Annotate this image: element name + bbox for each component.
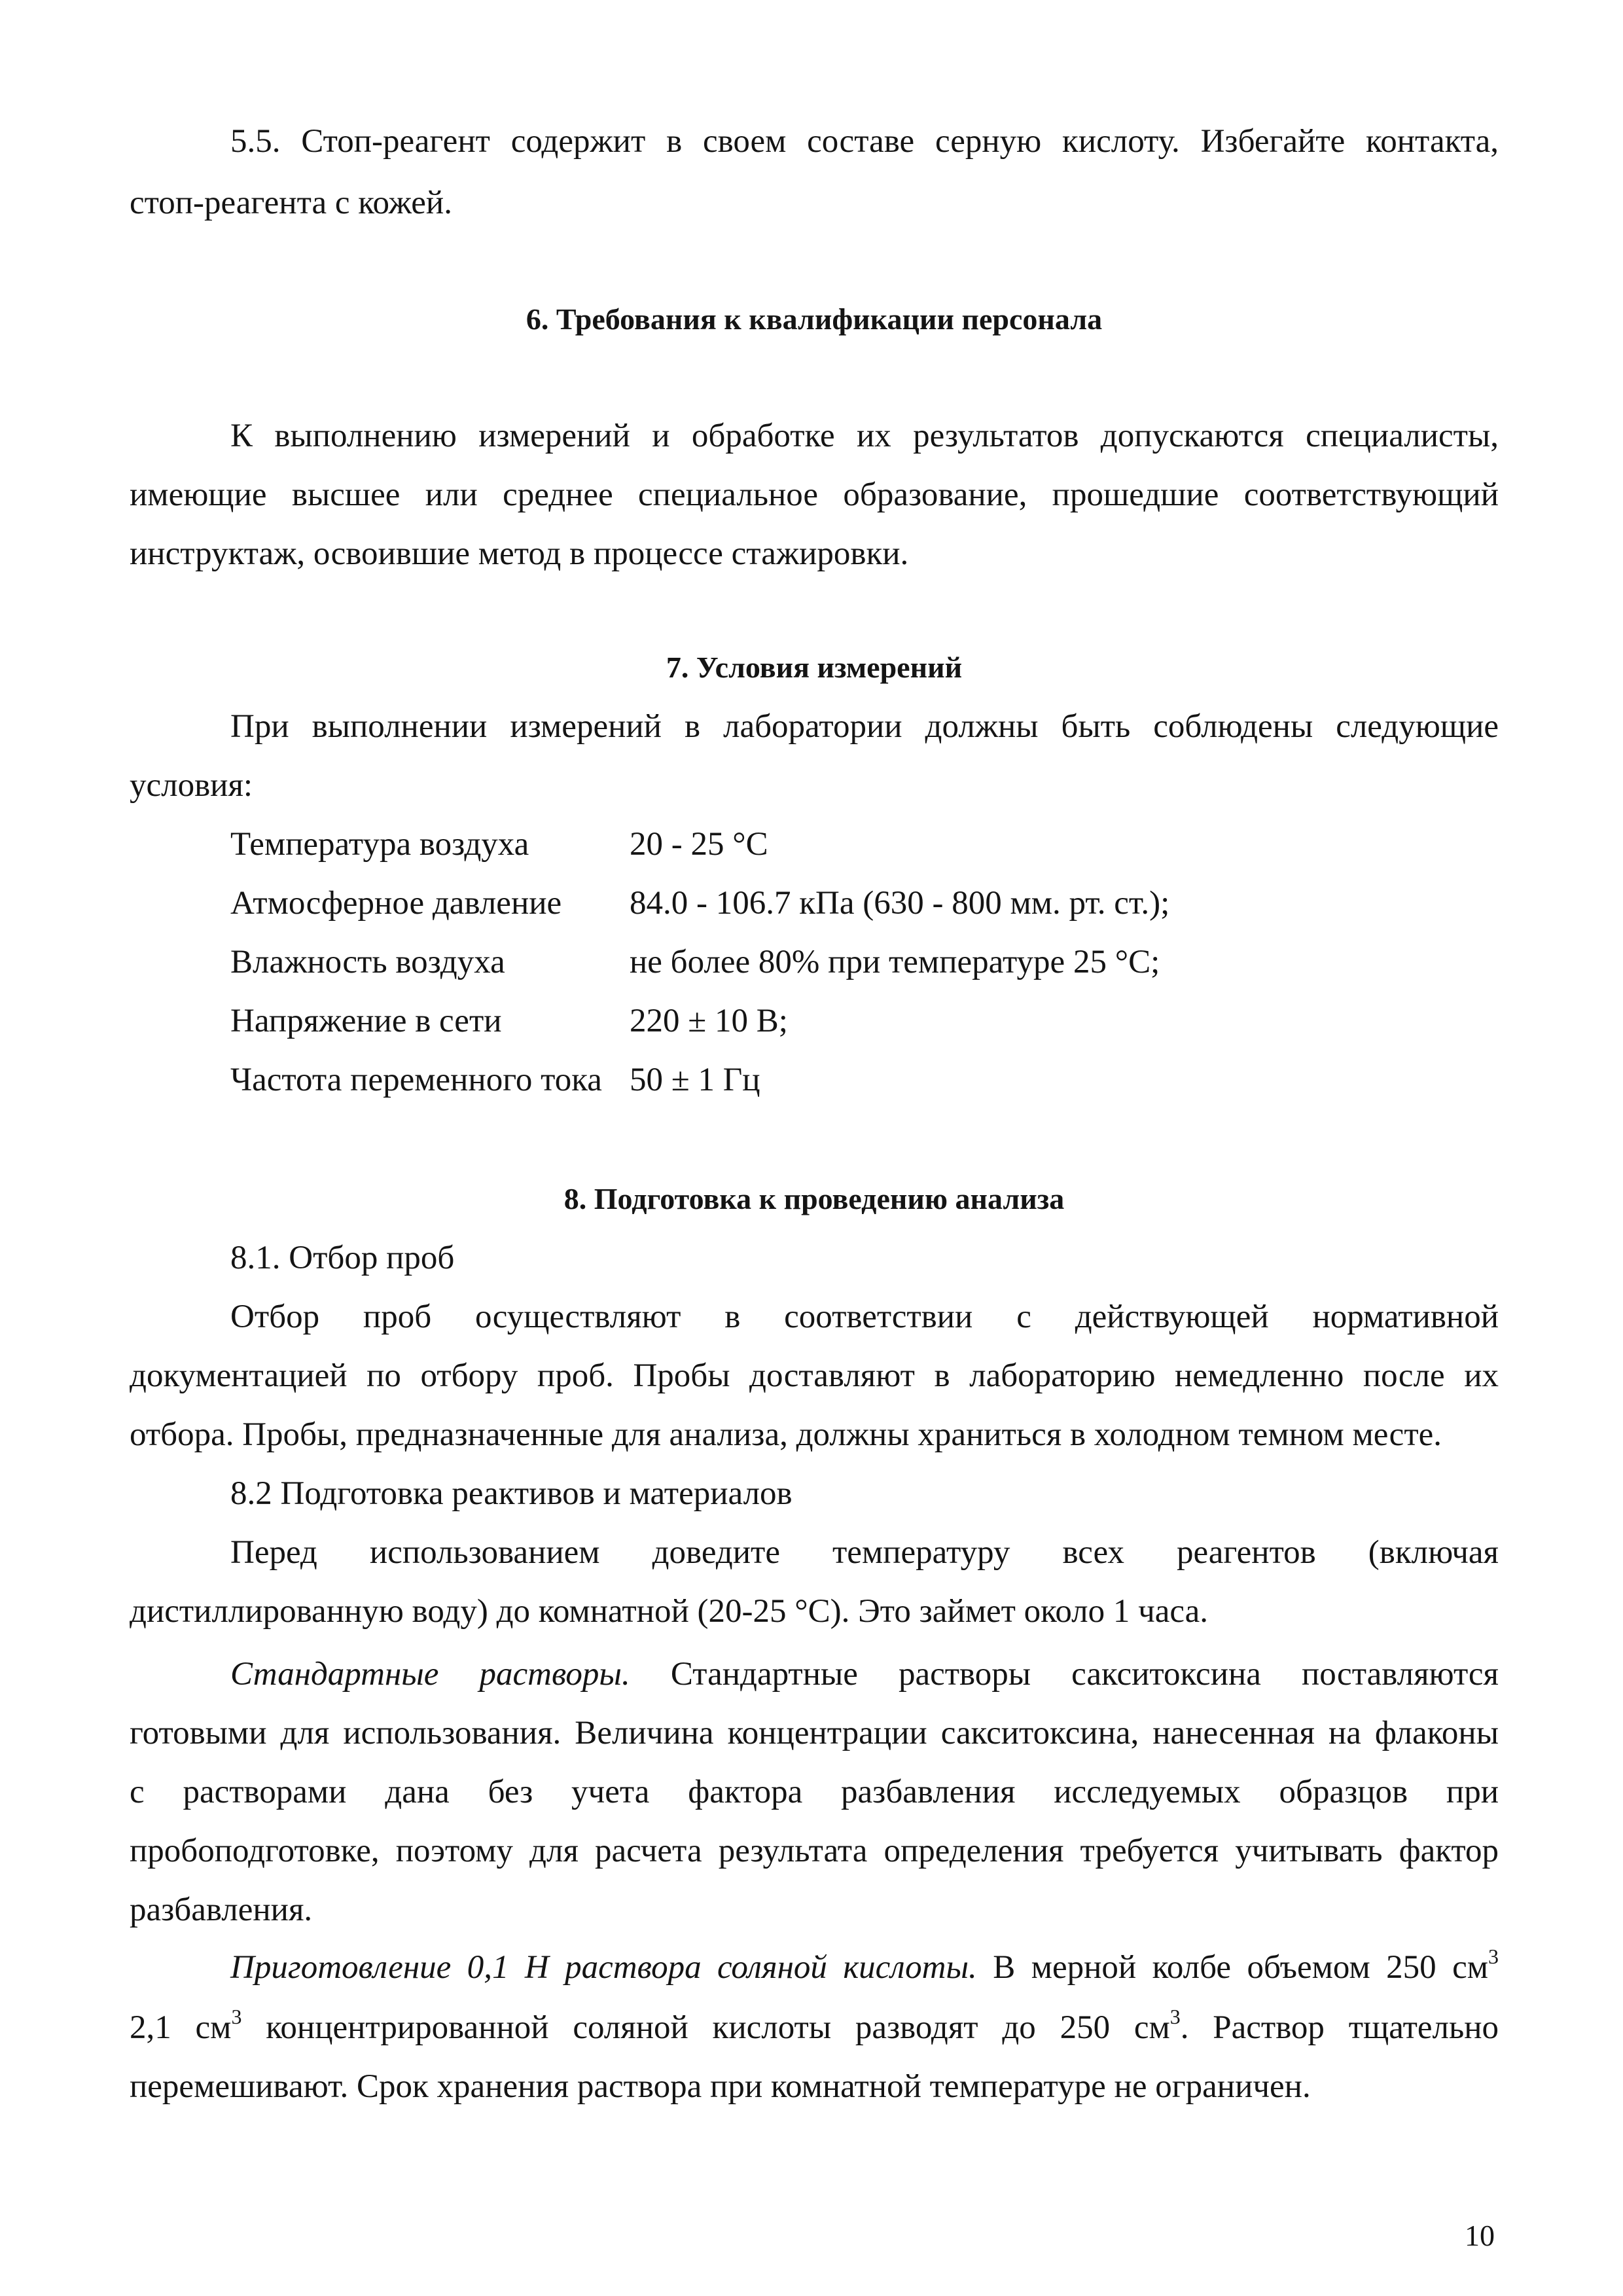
condition-value: 20 - 25 °С: [630, 826, 768, 863]
superscript: 3: [1488, 1945, 1499, 1968]
hcl-preparation-term: Приготовление 0,1 Н раствора соляной кислоты.: [230, 1949, 977, 1986]
standard-solutions-line-3: с растворами дана без учета фактора разбавления исследуемых образцов при: [130, 1774, 1499, 1810]
paragraph-5-5-line-1: 5.5. Стоп-реагент содержит в своем составе серную кислоту. Избегайте контакта,: [230, 123, 1499, 160]
hcl-preparation-line-1: [230, 1945, 1499, 1987]
section-6-line-1: К выполнению измерений и обработке их результатов допускаются специалисты,: [230, 418, 1499, 454]
standard-solutions-line-5: разбавления.: [130, 1892, 313, 1928]
hcl-dilution-text: [266, 2005, 1499, 2046]
section-6-line-2: имеющие высшее или среднее специальное образование, прошедшие соответствующий: [130, 476, 1499, 513]
section-7-heading: 7. Условия измерений: [666, 651, 963, 684]
standard-solutions-line-2: готовыми для использования. Величина концентрации сакситоксина, нанесенная на флаконы: [130, 1715, 1499, 1751]
standard-solutions-line-4: пробоподготовке, поэтому для расчета результата определения требуется учитывать фактор: [130, 1833, 1499, 1869]
condition-value: 220 ± 10 В;: [630, 1003, 788, 1039]
section-7-intro-line-2: условия:: [130, 767, 253, 804]
paragraph-5-5-line-2: стоп-реагента с кожей.: [130, 185, 452, 221]
hcl-text: . Раствор тщательно: [1180, 2009, 1499, 2046]
condition-label: Напряжение в сети: [230, 1003, 502, 1039]
condition-label: Частота переменного тока: [230, 1062, 602, 1098]
condition-label: Температура воздуха: [230, 826, 529, 863]
section-6-line-3: инструктаж, освоившие метод в процессе стажировки.: [130, 535, 909, 572]
standard-solutions-term: Стандартные растворы.: [230, 1656, 630, 1693]
standard-solutions-text: Стандартные растворы сакситоксина поставляются: [670, 1656, 1499, 1693]
section-6-heading: 6. Требования к квалификации персонала: [526, 302, 1103, 336]
subsection-8-1-title: 8.1. Отбор проб: [230, 1240, 455, 1276]
subsection-8-1-line-1: Отбор проб осуществляют в соответствии с действующей нормативной: [230, 1299, 1499, 1335]
subsection-8-2-line-2: дистиллированную воду) до комнатной (20-25 °С). Это займет около 1 часа.: [130, 1593, 1209, 1630]
hcl-text: В мерной колбе объемом 250 см: [993, 1949, 1489, 1986]
condition-label: Атмосферное давление: [230, 885, 562, 922]
condition-value: не более 80% при температуре 25 °С;: [630, 944, 1160, 980]
condition-label: Влажность воздуха: [230, 944, 505, 980]
subsection-8-1-line-3: отбора. Пробы, предназначенные для анализа, должны храниться в холодном темном месте.: [130, 1416, 1442, 1453]
section-8-heading: 8. Подготовка к проведению анализа: [563, 1182, 1065, 1215]
hcl-text: 2,1 см: [130, 2009, 232, 2046]
superscript: 3: [231, 2005, 242, 2028]
page-number: 10: [1465, 2219, 1495, 2252]
subsection-8-1-line-2: документацией по отбору проб. Пробы доставляют в лабораторию немедленно после их: [130, 1357, 1499, 1394]
condition-value: 84.0 - 106.7 кПа (630 - 800 мм. рт. ст.);: [630, 885, 1170, 922]
subsection-8-2-title: 8.2 Подготовка реактивов и материалов: [230, 1475, 793, 1512]
hcl-preparation-text: [993, 1945, 1499, 1986]
hcl-preparation-line-2: [130, 2005, 1499, 2047]
condition-value: 50 ± 1 Гц: [630, 1062, 760, 1098]
hcl-text: концентрированной соляной кислоты разводят до 250 см: [266, 2009, 1170, 2046]
superscript: 3: [1169, 2005, 1181, 2028]
hcl-volume-text: [130, 2005, 242, 2046]
standard-solutions-line-1: [230, 1655, 1499, 1694]
subsection-8-2-line-1: Перед использованием доведите температуру всех реагентов (включая: [230, 1534, 1499, 1571]
section-7-intro-line-1: При выполнении измерений в лаборатории должны быть соблюдены следующие: [230, 708, 1499, 745]
hcl-preparation-line-3: перемешивают. Срок хранения раствора при комнатной температуре не ограничен.: [130, 2068, 1311, 2105]
